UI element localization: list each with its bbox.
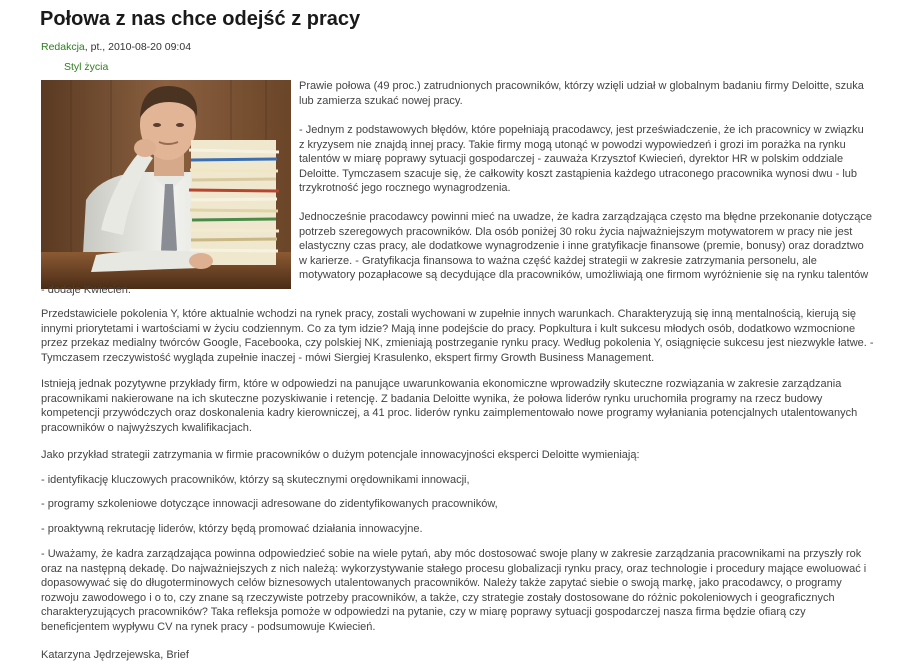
paragraph-motivators: Jednocześnie pracodawcy powinni mieć na uwadze, że kadra zarządzająca często ma błędne przekonanie dotyczące potrzeb szeregowych pracowników. Dla osób poniżej 30 roku życia najważniejszym motywatorem w pracy nie jest elastyczny czas pracy, ale dodatkowe wynagrodzenie i inne gratyfikacje finansowe (premie, bonusy) oraz doradztwo w karierze. - Gratyfikacja finansowa to ważna część każdej strategii w zakresie zatrzymania personelu, ale motywatory pozapłacowe są decydujące dla pracowników, umożliwiają one firmom wyróżnienie się na rynku talentów (299, 211, 872, 282)
list-item: - programy szkoleniowe dotyczące innowacji adresowane do zidentyfikowanych pracowników, (41, 498, 498, 510)
article-signature: Katarzyna Jędrzejewska, Brief (41, 649, 189, 661)
article-title: Połowa z nas chce odejść z pracy (40, 8, 361, 30)
article-photo (41, 80, 291, 289)
author-link[interactable]: Redakcja (41, 41, 85, 53)
paragraph-conclusion: - Uważamy, że kadra zarządzająca powinna odpowiedzieć sobie na wiele pytań, aby móc dostosować swoje plany w zakresie zarządzania pracownikami na przyszły rok oraz na następną dekadę. Do najważniejszych z nich należą: wykorzystywanie stałego procesu globalizacji rynku pracy, oraz technologie i procedury mające ewoluować i dopasowywać się do długoterminowych celów biznesowych utalentowanych pracowników. Należy także zapytać siebie o swoją markę, jako pracodawcy, o programy rozwoju zawodowego i o to, czy znane są rzeczywiste potrzeby pracowników, a także, czy strategie zostały dostosowane do różnic pokoleniowych i geograficznych charakteryzujących pracowników? Taka refleksja pomoże w odpowiedzi na pytanie, czy w miarę poprawy sytuacji gospodarczej nasza firma będzie ofiarą czy beneficjentem wypływu CV na rynek pracy - podsumowuje Kwiecień. (41, 548, 867, 633)
paragraph-quote-kwiecien: - Jednym z podstawowych błędów, które popełniają pracodawcy, jest przeświadczenie, że ich pracownicy w związku z kryzysem nie znajdą innej pracy. Takie firmy mogą utonąć w powodzi wypowiedzeń i grozi im porażka na rynku talentów w miarę poprawy sytuacji gospodarczej - zauważa Krzysztof Kwiecień, dyrektor HR w polskim oddziale Deloitte. Tymczasem szacuje się, że całkowity koszt zastąpienia każdego utraconego pracownika wynosi dwu - lub trzykrotność jego rocznego wynagrodzenia. (299, 124, 864, 195)
paragraph-motivators-end: - dodaje Kwiecień. (41, 284, 131, 296)
list-item: - identyfikację kluczowych pracowników, którzy są skutecznymi orędownikami innowacji, (41, 474, 470, 486)
article-meta (41, 41, 191, 53)
category-link[interactable]: Styl życia (64, 61, 109, 73)
publish-date: , pt., 2010-08-20 09:04 (84, 41, 192, 53)
paragraph-generation-y: Przedstawiciele pokolenia Y, które aktualnie wchodzi na rynek pracy, zostali wychowani w zupełnie innych warunkach. Charakteryzują się inną mentalnością, kierują się innymi priorytetami i wartościami w życiu codziennym. Co za tym idzie? Mają inne podejście do pracy. Popkultura i kult sukcesu młodych osób, dodatkowo wzmocnione przez przekaz medialny twórców Google, Facebooka, czy polskiej NK, zmieniają postrzeganie rynku pracy. Według pokolenia Y, osiągnięcie sukcesu jest niezwykle łatwe. - Tymczasem rzeczywistość wygląda zupełnie inaczej - mówi Siergiej Krasulenko, ekspert firmy Growth Business Management. (41, 308, 874, 364)
paragraph-strategy-intro: Jako przykład strategii zatrzymania w firmie pracowników o dużym potencjale innowacyjności eksperci Deloitte wymieniają: (41, 449, 640, 461)
paragraph-intro: Prawie połowa (49 proc.) zatrudnionych pracowników, którzy wzięli udział w globalnym badaniu firmy Deloitte, szuka lub zamierza szukać nowej pracy. (299, 80, 864, 107)
list-item: - proaktywną rekrutację liderów, którzy będą promować działania innowacyjne. (41, 523, 423, 535)
paragraph-positive-examples: Istnieją jednak pozytywne przykłady firm, które w odpowiedzi na panujące uwarunkowania ekonomiczne wprowadziły skuteczne rozwiązania w zakresie zarządzania pracownikami nakierowane na ich skuteczne pozyskiwanie i retencję. Z badania Deloitte wynika, że połowa liderów rynku uruchomiła programy na rzecz budowy kompetencji przywódczych oraz doskonalenia kadry kierowniczej, a 41 proc. liderów rynku zaimplementowało nowe programy wyłaniania potencjalnych utalentowanych pracowników o najwyższych kwalifikacjach. (41, 378, 858, 434)
